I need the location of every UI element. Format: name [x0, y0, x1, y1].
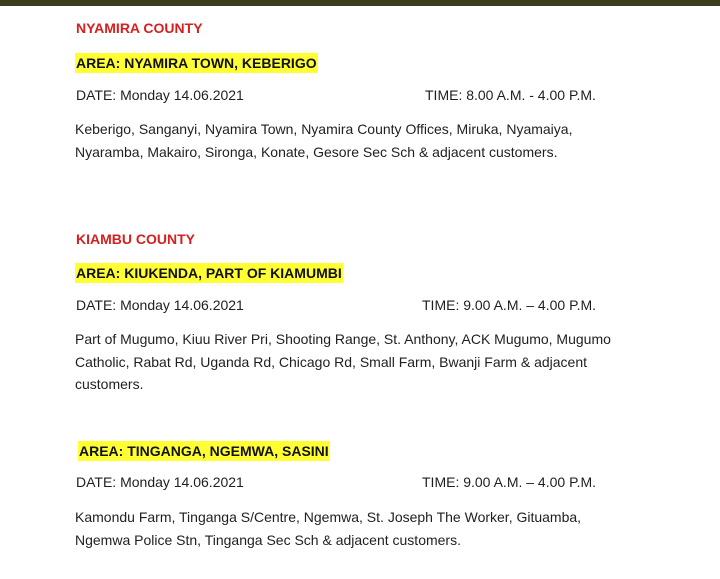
top-border-bar [0, 0, 720, 6]
date-line-nyamira: DATE: Monday 14.06.2021 [76, 87, 244, 103]
locations-kiukenda: Part of Mugumo, Kiuu River Pri, Shooting Range, St. Anthony, ACK Mugumo, Mugumo Catholic, Rabat Rd, Uganda Rd, Chicago Rd, Small Farm, Bwanji Farm & adjacent customers. [75, 331, 611, 392]
area-heading-nyamira: AREA: NYAMIRA TOWN, KEBERIGO [76, 55, 317, 71]
area-heading-tinganga: AREA: TINGANGA, NGEMWA, SASINI [79, 443, 329, 459]
county-heading-nyamira: NYAMIRA COUNTY [76, 20, 203, 36]
locations-nyamira: Keberigo, Sanganyi, Nyamira Town, Nyamira County Offices, Miruka, Nyamaiya, Nyaramba, Makairo, Sironga, Konate, Gesore Sec Sch & adjacent customers. [75, 121, 573, 160]
time-line-tinganga: TIME: 9.00 A.M. – 4.00 P.M. [422, 474, 597, 490]
time-line-nyamira: TIME: 8.00 A.M. - 4.00 P.M. [425, 87, 596, 103]
date-line-kiukenda: DATE: Monday 14.06.2021 [76, 297, 244, 313]
county-heading-kiambu: KIAMBU COUNTY [76, 231, 195, 247]
locations-tinganga: Kamondu Farm, Tinganga S/Centre, Ngemwa, St. Joseph The Worker, Gituamba, Ngemwa Police Stn, Tinganga Sec Sch & adjacent customers. [75, 509, 582, 548]
time-line-kiukenda: TIME: 9.00 A.M. – 4.00 P.M. [422, 297, 597, 313]
date-line-tinganga: DATE: Monday 14.06.2021 [76, 474, 244, 490]
area-heading-kiukenda: AREA: KIUKENDA, PART OF KIAMUMBI [76, 265, 342, 281]
